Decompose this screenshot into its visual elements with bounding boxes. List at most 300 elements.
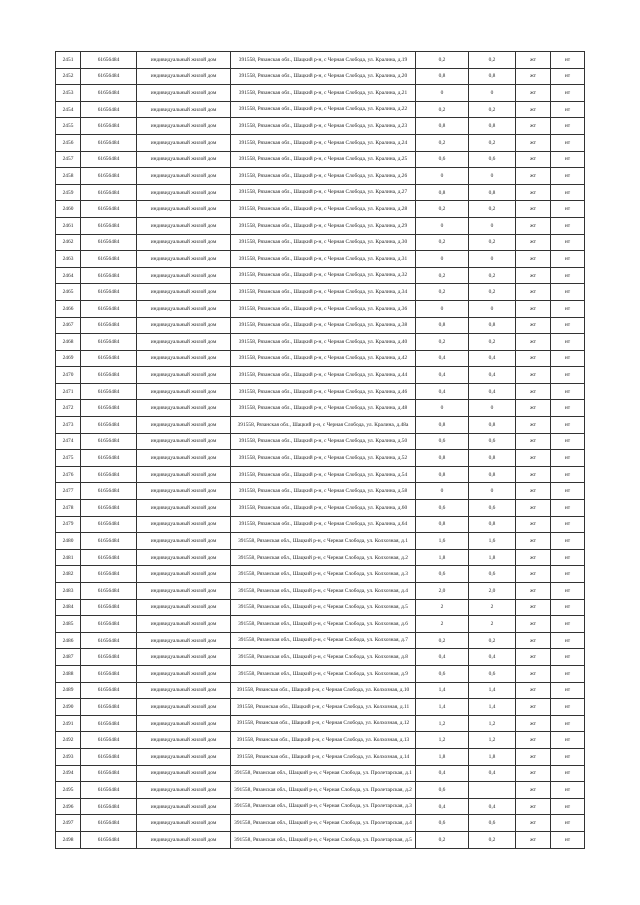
table-row [56,815,585,832]
value-1-cell: 2 [416,599,469,616]
kind-1-cell: жт [516,798,551,815]
kind-1-cell: жт [516,300,551,317]
value-2-cell: 0,6 [469,815,516,832]
code-cell: 61656484 [81,267,137,284]
value-1-cell: 1,2 [416,732,469,749]
row-number-cell: 2472 [56,400,81,417]
code-cell: 61656484 [81,68,137,85]
address-cell: 391558, Рязанская обл., Шацкий р-н, с Черная Слобода, ул. Пролетарская, д.3 [231,798,416,815]
row-number-cell: 2465 [56,284,81,301]
table-row [56,483,585,500]
value-2-cell: 0,8 [469,466,516,483]
code-cell: 61656484 [81,549,137,566]
kind-1-cell: жт [516,632,551,649]
value-1-cell: 0 [416,400,469,417]
kind-2-cell: нт [551,549,585,566]
row-number-cell: 2456 [56,134,81,151]
address-cell: 391558, Рязанская обл., Шацкий р-н, с Черная Слобода, ул. Кралина, д.26 [231,168,416,185]
address-cell: 391558, Рязанская обл., Шацкий р-н, с Черная Слобода, ул. Кралина, д.54 [231,466,416,483]
kind-2-cell: нт [551,699,585,716]
kind-1-cell: жт [516,616,551,633]
table-row [56,466,585,483]
object-type-cell: индивидуальный жилой дом [137,616,231,633]
kind-1-cell: жт [516,715,551,732]
value-2-cell: 0,2 [469,284,516,301]
address-cell: 391558, Рязанская обл., Шацкий р-н, с Черная Слобода, ул. Кралина, д.34 [231,284,416,301]
value-2-cell: 0,6 [469,566,516,583]
row-number-cell: 2473 [56,417,81,434]
value-1-cell: 0,2 [416,831,469,848]
value-2-cell: 1,8 [469,549,516,566]
address-cell: 391558, Рязанская обл., Шацкий р-н, с Черная Слобода, ул. Кралина, д.23 [231,118,416,135]
kind-2-cell: нт [551,748,585,765]
address-cell: 391558, Рязанская обл., Шацкий р-н, с Черная Слобода, ул. Кралина, д.22 [231,101,416,118]
object-type-cell: индивидуальный жилой дом [137,134,231,151]
value-1-cell: 0,8 [416,466,469,483]
value-1-cell: 0,2 [416,234,469,251]
kind-1-cell: жт [516,383,551,400]
kind-2-cell: нт [551,466,585,483]
kind-2-cell: нт [551,300,585,317]
value-1-cell: 0,2 [416,134,469,151]
address-cell: 391558, Рязанская обл., Шацкий р-н, с Черная Слобода, ул. Кралина, д.21 [231,85,416,102]
table-row [56,317,585,334]
kind-2-cell: нт [551,483,585,500]
row-number-cell: 2453 [56,85,81,102]
value-1-cell: 0,4 [416,798,469,815]
row-number-cell: 2486 [56,632,81,649]
kind-2-cell: нт [551,118,585,135]
code-cell: 61656484 [81,483,137,500]
address-cell: 391558, Рязанская обл., Шацкий р-н, с Черная Слобода, ул. Кралина, д.42 [231,350,416,367]
kind-1-cell: жт [516,732,551,749]
table-row [56,715,585,732]
table-row [56,798,585,815]
code-cell: 61656484 [81,831,137,848]
value-1-cell: 0,2 [416,284,469,301]
object-type-cell: индивидуальный жилой дом [137,52,231,69]
address-cell: 391558, Рязанская обл., Шацкий р-н, с Черная Слобода, ул. Колхозная, д.7 [231,632,416,649]
table-row [56,68,585,85]
code-cell: 61656484 [81,317,137,334]
code-cell: 61656484 [81,217,137,234]
value-1-cell: 0,2 [416,201,469,218]
value-2-cell: 0 [469,400,516,417]
address-cell: 391558, Рязанская обл., Шацкий р-н, с Черная Слобода, ул. Пролетарская, д.5 [231,831,416,848]
value-2-cell: 0,8 [469,317,516,334]
value-2-cell: 2,0 [469,583,516,600]
object-type-cell: индивидуальный жилой дом [137,251,231,268]
kind-2-cell: нт [551,798,585,815]
kind-2-cell: нт [551,417,585,434]
value-1-cell: 0,6 [416,815,469,832]
object-type-cell: индивидуальный жилой дом [137,433,231,450]
object-type-cell: индивидуальный жилой дом [137,217,231,234]
table-row [56,566,585,583]
object-type-cell: индивидуальный жилой дом [137,400,231,417]
kind-2-cell: нт [551,234,585,251]
value-1-cell: 0,2 [416,52,469,69]
value-2-cell: 0,6 [469,665,516,682]
code-cell: 61656484 [81,782,137,799]
address-cell: 391558, Рязанская обл., Шацкий р-н, с Черная Слобода, ул. Колхозная, д.6 [231,616,416,633]
row-number-cell: 2485 [56,616,81,633]
value-1-cell: 2 [416,616,469,633]
value-1-cell: 0,4 [416,649,469,666]
value-2-cell: 1,4 [469,682,516,699]
kind-1-cell: жт [516,217,551,234]
value-1-cell: 1,4 [416,699,469,716]
value-1-cell: 0,2 [416,334,469,351]
object-type-cell: индивидуальный жилой дом [137,367,231,384]
value-1-cell: 0,8 [416,417,469,434]
value-2-cell: 0,2 [469,52,516,69]
address-cell: 391558, Рязанская обл., Шацкий р-н, с Черная Слобода, ул. Кралина, д.27 [231,184,416,201]
value-2-cell: 2 [469,599,516,616]
table-row [56,549,585,566]
address-cell: 391558, Рязанская обл., Шацкий р-н, с Черная Слобода, ул. Кралина, д.44 [231,367,416,384]
table-row [56,417,585,434]
object-type-cell: индивидуальный жилой дом [137,383,231,400]
kind-2-cell: нт [551,782,585,799]
table-row [56,433,585,450]
code-cell: 61656484 [81,765,137,782]
table-row [56,665,585,682]
kind-2-cell: нт [551,383,585,400]
value-2-cell: 0,2 [469,632,516,649]
table-row [56,632,585,649]
value-2-cell: 0,2 [469,267,516,284]
row-number-cell: 2463 [56,251,81,268]
code-cell: 61656484 [81,134,137,151]
value-1-cell: 0,8 [416,317,469,334]
kind-2-cell: нт [551,450,585,467]
value-1-cell: 0 [416,217,469,234]
object-type-cell: индивидуальный жилой дом [137,450,231,467]
kind-2-cell: нт [551,217,585,234]
kind-2-cell: нт [551,151,585,168]
address-cell: 391558, Рязанская обл., Шацкий р-н, с Черная Слобода, ул. Колхозная, д.5 [231,599,416,616]
kind-1-cell: жт [516,234,551,251]
kind-2-cell: нт [551,134,585,151]
kind-2-cell: нт [551,85,585,102]
value-2-cell: 0,2 [469,234,516,251]
row-number-cell: 2495 [56,782,81,799]
code-cell: 61656484 [81,118,137,135]
table-row [56,284,585,301]
address-cell: 391558, Рязанская обл., Шацкий р-н, с Черная Слобода, ул. Кралина, д.24 [231,134,416,151]
code-cell: 61656484 [81,201,137,218]
object-type-cell: индивидуальный жилой дом [137,284,231,301]
row-number-cell: 2478 [56,500,81,517]
value-2-cell: 1,2 [469,732,516,749]
kind-1-cell: жт [516,533,551,550]
table-row [56,118,585,135]
value-1-cell: 0,4 [416,765,469,782]
kind-2-cell: нт [551,516,585,533]
address-cell: 391558, Рязанская обл., Шацкий р-н, с Черная Слобода, ул. Кралина, д.30 [231,234,416,251]
row-number-cell: 2498 [56,831,81,848]
table-row [56,732,585,749]
row-number-cell: 2455 [56,118,81,135]
address-cell: 391558, Рязанская обл., Шацкий р-н, с Черная Слобода, ул. Колхозная, д.1 [231,533,416,550]
value-1-cell: 1,6 [416,533,469,550]
kind-2-cell: нт [551,68,585,85]
row-number-cell: 2475 [56,450,81,467]
code-cell: 61656484 [81,400,137,417]
object-type-cell: индивидуальный жилой дом [137,566,231,583]
kind-2-cell: нт [551,317,585,334]
row-number-cell: 2476 [56,466,81,483]
address-cell: 391558, Рязанская обл., Шацкий р-н, с Черная Слобода, ул. Кралина, д.48 [231,400,416,417]
kind-2-cell: нт [551,267,585,284]
row-number-cell: 2488 [56,665,81,682]
table-row [56,151,585,168]
row-number-cell: 2459 [56,184,81,201]
value-1-cell: 0 [416,483,469,500]
row-number-cell: 2461 [56,217,81,234]
row-number-cell: 2451 [56,52,81,69]
object-type-cell: индивидуальный жилой дом [137,831,231,848]
row-number-cell: 2496 [56,798,81,815]
code-cell: 61656484 [81,251,137,268]
kind-2-cell: нт [551,715,585,732]
registry-table-body [56,52,585,849]
table-row [56,334,585,351]
table-row [56,500,585,517]
kind-2-cell: нт [551,400,585,417]
value-1-cell: 0 [416,168,469,185]
kind-1-cell: жт [516,417,551,434]
value-2-cell: 0,2 [469,101,516,118]
row-number-cell: 2480 [56,533,81,550]
kind-1-cell: жт [516,483,551,500]
address-cell: 391558, Рязанская обл., Шацкий р-н, с Черная Слобода, ул. Колхозная, д.4 [231,583,416,600]
value-1-cell: 0,6 [416,433,469,450]
kind-1-cell: жт [516,184,551,201]
kind-2-cell: нт [551,334,585,351]
kind-2-cell: нт [551,168,585,185]
object-type-cell: индивидуальный жилой дом [137,417,231,434]
row-number-cell: 2479 [56,516,81,533]
table-row [56,367,585,384]
row-number-cell: 2497 [56,815,81,832]
kind-1-cell: жт [516,599,551,616]
code-cell: 61656484 [81,433,137,450]
code-cell: 61656484 [81,101,137,118]
value-1-cell: 0,6 [416,500,469,517]
kind-1-cell: жт [516,566,551,583]
value-2-cell: 0,2 [469,334,516,351]
value-2-cell: 0,8 [469,68,516,85]
code-cell: 61656484 [81,516,137,533]
table-row [56,234,585,251]
kind-2-cell: нт [551,815,585,832]
address-cell: 391558, Рязанская обл., Шацкий р-н, с Черная Слобода, ул. Кралина, д.38 [231,317,416,334]
value-2-cell [469,782,516,799]
table-row [56,168,585,185]
kind-1-cell: жт [516,251,551,268]
address-cell: 391558, Рязанская обл., Шацкий р-н, с Черная Слобода, ул. Кралина, д.28 [231,201,416,218]
table-row [56,85,585,102]
value-2-cell: 0,4 [469,649,516,666]
value-1-cell: 1,4 [416,682,469,699]
code-cell: 61656484 [81,732,137,749]
kind-1-cell: жт [516,500,551,517]
value-1-cell: 0,2 [416,267,469,284]
address-cell: 391558, Рязанская обл., Шацкий р-н, с Черная Слобода, ул. Кралина, д.60 [231,500,416,517]
address-cell: 391558, Рязанская обл., Шацкий р-н, с Черная Слобода, ул. Пролетарская, д.4 [231,815,416,832]
row-number-cell: 2493 [56,748,81,765]
row-number-cell: 2468 [56,334,81,351]
object-type-cell: индивидуальный жилой дом [137,782,231,799]
row-number-cell: 2487 [56,649,81,666]
table-row [56,201,585,218]
address-cell: 391558, Рязанская обл., Шацкий р-н, с Черная Слобода, ул. Кралина, д.32 [231,267,416,284]
code-cell: 61656484 [81,367,137,384]
table-row [56,765,585,782]
kind-1-cell: жт [516,367,551,384]
kind-1-cell: жт [516,665,551,682]
row-number-cell: 2492 [56,732,81,749]
kind-2-cell: нт [551,599,585,616]
code-cell: 61656484 [81,300,137,317]
table-row [56,748,585,765]
value-1-cell: 0,8 [416,68,469,85]
row-number-cell: 2474 [56,433,81,450]
value-1-cell: 0,2 [416,632,469,649]
value-2-cell: 0,8 [469,184,516,201]
row-number-cell: 2491 [56,715,81,732]
table-row [56,682,585,699]
row-number-cell: 2457 [56,151,81,168]
table-row [56,516,585,533]
value-2-cell: 1,4 [469,699,516,716]
table-row [56,831,585,848]
kind-2-cell: нт [551,533,585,550]
table-row [56,101,585,118]
kind-1-cell: жт [516,168,551,185]
value-1-cell: 0 [416,300,469,317]
object-type-cell: индивидуальный жилой дом [137,101,231,118]
kind-2-cell: нт [551,367,585,384]
table-row [56,699,585,716]
code-cell: 61656484 [81,334,137,351]
row-number-cell: 2471 [56,383,81,400]
object-type-cell: индивидуальный жилой дом [137,732,231,749]
code-cell: 61656484 [81,632,137,649]
row-number-cell: 2469 [56,350,81,367]
value-2-cell: 1,2 [469,715,516,732]
kind-1-cell: жт [516,450,551,467]
value-2-cell: 0,4 [469,798,516,815]
value-2-cell: 0,8 [469,516,516,533]
kind-2-cell: нт [551,566,585,583]
value-2-cell: 0,4 [469,350,516,367]
row-number-cell: 2467 [56,317,81,334]
kind-2-cell: нт [551,649,585,666]
value-1-cell: 1,8 [416,549,469,566]
object-type-cell: индивидуальный жилой дом [137,649,231,666]
address-cell: 391558, Рязанская обл., Шацкий р-н, с Черная Слобода, ул. Кралина, д.48а [231,417,416,434]
code-cell: 61656484 [81,234,137,251]
code-cell: 61656484 [81,649,137,666]
object-type-cell: индивидуальный жилой дом [137,715,231,732]
value-2-cell: 0,6 [469,500,516,517]
table-row [56,649,585,666]
kind-1-cell: жт [516,52,551,69]
object-type-cell: индивидуальный жилой дом [137,798,231,815]
kind-1-cell: жт [516,101,551,118]
object-type-cell: индивидуальный жилой дом [137,583,231,600]
kind-1-cell: жт [516,267,551,284]
value-1-cell: 0,6 [416,665,469,682]
row-number-cell: 2458 [56,168,81,185]
object-type-cell: индивидуальный жилой дом [137,632,231,649]
code-cell: 61656484 [81,350,137,367]
value-2-cell: 0,8 [469,118,516,135]
address-cell: 391558, Рязанская обл., Шацкий р-н, с Черная Слобода, ул. Кралина, д.50 [231,433,416,450]
object-type-cell: индивидуальный жилой дом [137,334,231,351]
code-cell: 61656484 [81,85,137,102]
value-2-cell: 0,2 [469,134,516,151]
object-type-cell: индивидуальный жилой дом [137,483,231,500]
code-cell: 61656484 [81,715,137,732]
value-2-cell: 0 [469,251,516,268]
object-type-cell: индивидуальный жилой дом [137,682,231,699]
address-cell: 391558, Рязанская обл., Шацкий р-н, с Черная Слобода, ул. Колхозная, д.13 [231,732,416,749]
kind-1-cell: жт [516,350,551,367]
kind-1-cell: жт [516,433,551,450]
row-number-cell: 2482 [56,566,81,583]
kind-1-cell: жт [516,815,551,832]
kind-1-cell: жт [516,400,551,417]
table-row [56,300,585,317]
value-2-cell: 1,8 [469,748,516,765]
code-cell: 61656484 [81,566,137,583]
address-cell: 391558, Рязанская обл., Шацкий р-н, с Черная Слобода, ул. Колхозная, д.10 [231,682,416,699]
address-cell: 391558, Рязанская обл., Шацкий р-н, с Черная Слобода, ул. Колхозная, д.11 [231,699,416,716]
value-1-cell: 0,4 [416,383,469,400]
row-number-cell: 2466 [56,300,81,317]
kind-1-cell: жт [516,284,551,301]
address-cell: 391558, Рязанская обл., Шацкий р-н, с Черная Слобода, ул. Пролетарская, д.1 [231,765,416,782]
row-number-cell: 2477 [56,483,81,500]
value-1-cell: 0,4 [416,367,469,384]
code-cell: 61656484 [81,533,137,550]
kind-2-cell: нт [551,500,585,517]
row-number-cell: 2470 [56,367,81,384]
address-cell: 391558, Рязанская обл., Шацкий р-н, с Черная Слобода, ул. Кралина, д.31 [231,251,416,268]
address-cell: 391558, Рязанская обл., Шацкий р-н, с Черная Слобода, ул. Кралина, д.40 [231,334,416,351]
object-type-cell: индивидуальный жилой дом [137,765,231,782]
table-row [56,383,585,400]
code-cell: 61656484 [81,450,137,467]
object-type-cell: индивидуальный жилой дом [137,300,231,317]
kind-1-cell: жт [516,85,551,102]
value-1-cell: 0,8 [416,184,469,201]
address-cell: 391558, Рязанская обл., Шацкий р-н, с Черная Слобода, ул. Колхозная, д.8 [231,649,416,666]
value-2-cell: 0 [469,483,516,500]
table-row [56,533,585,550]
table-row [56,450,585,467]
value-2-cell: 0 [469,168,516,185]
table-row [56,616,585,633]
code-cell: 61656484 [81,599,137,616]
value-2-cell: 0 [469,217,516,234]
object-type-cell: индивидуальный жилой дом [137,317,231,334]
code-cell: 61656484 [81,665,137,682]
